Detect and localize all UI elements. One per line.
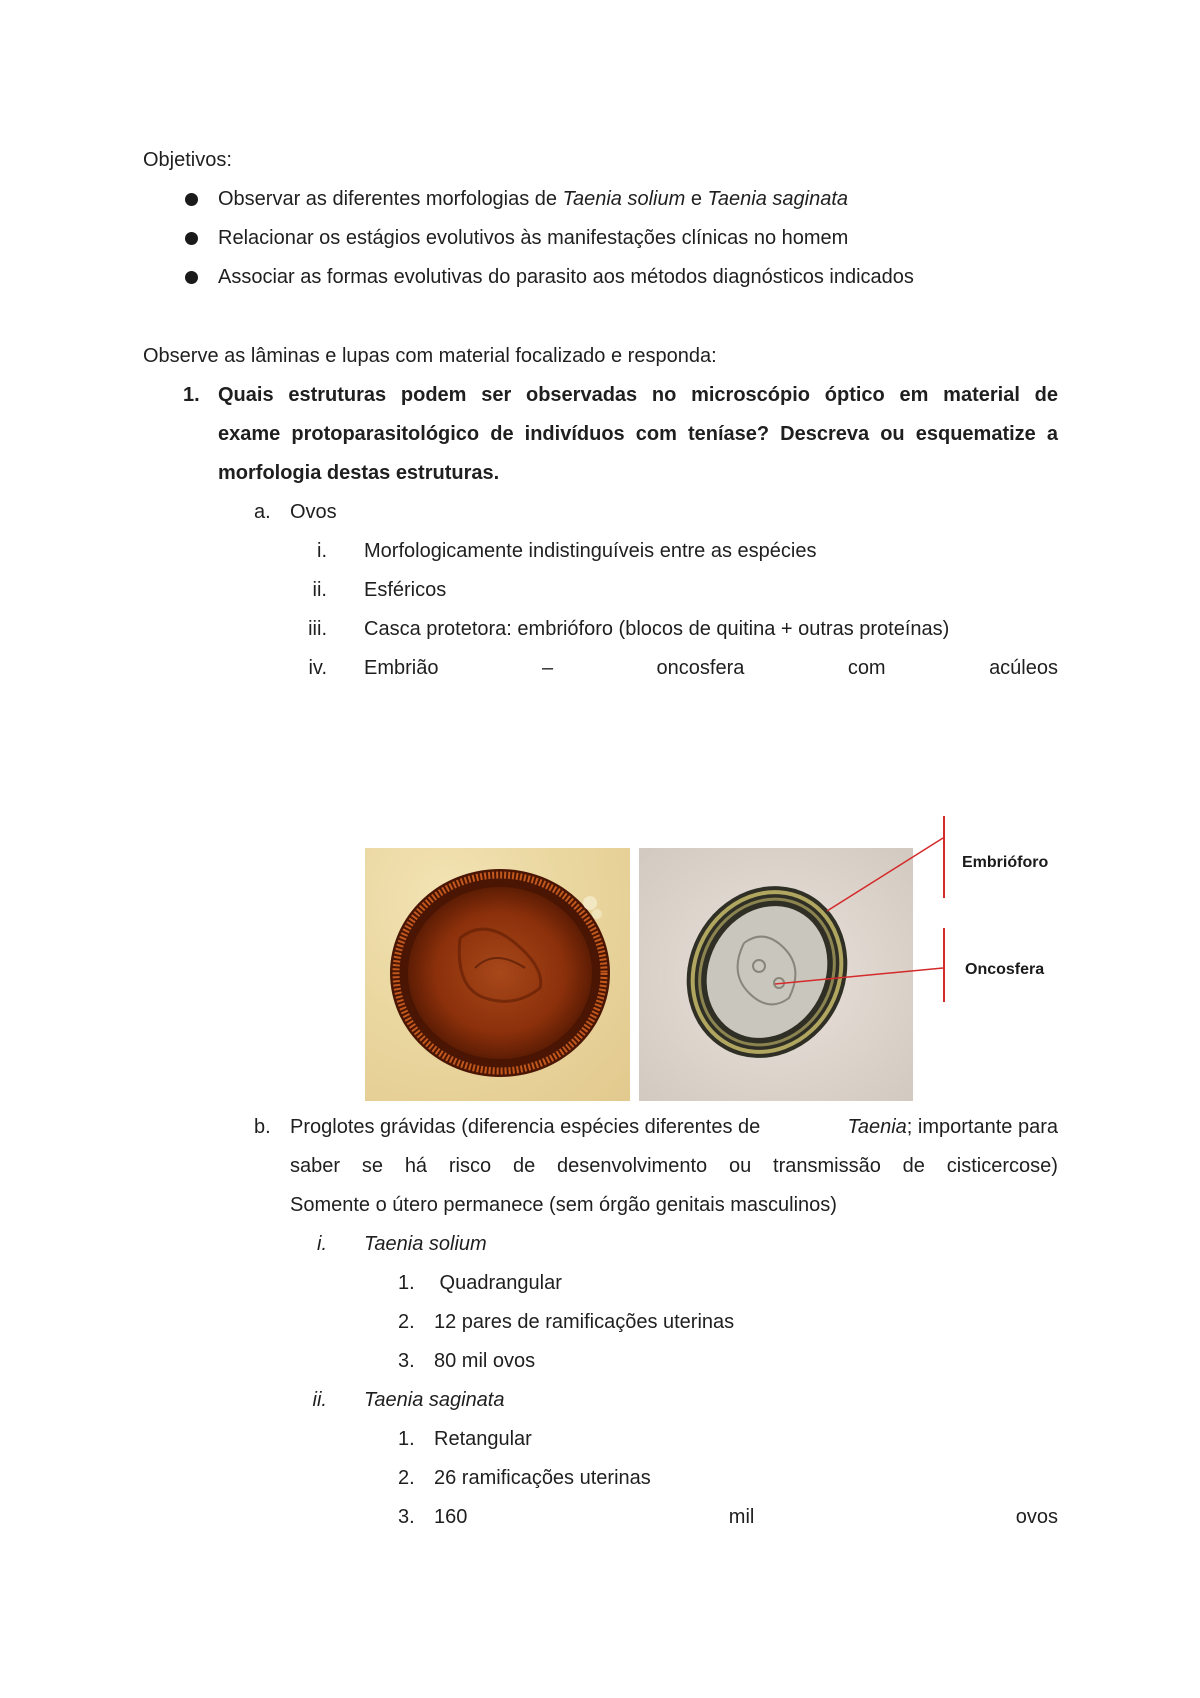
word: transmissão — [773, 1155, 881, 1177]
question-number: 1. — [183, 384, 200, 406]
word: cisticercose) — [946, 1155, 1058, 1177]
word: de — [490, 423, 514, 445]
number-marker: 3. — [398, 1350, 415, 1372]
objective-item-3: Associar as formas evolutivas do parasito aos métodos diagnósticos indicados — [218, 266, 914, 288]
word: podem — [400, 384, 467, 406]
solium-item-2: 12 pares de ramificações uterinas — [434, 1311, 735, 1333]
question-line-1 — [218, 382, 1058, 408]
objective-item-2: Relacionar os estágios evolutivos às manifestações clínicas no homem — [218, 227, 849, 249]
part-a-title: Ovos — [290, 501, 337, 523]
question-line-2 — [218, 421, 1058, 447]
word: a — [1046, 423, 1058, 445]
label-bracket — [943, 816, 945, 898]
word: estruturas — [288, 384, 387, 406]
word: de — [1034, 384, 1058, 406]
part-b-line-2 — [290, 1153, 1058, 1179]
species-taenia-saginata: Taenia saginata — [364, 1389, 505, 1411]
word: microscópio — [691, 384, 811, 406]
number-marker: 1. — [398, 1428, 415, 1450]
word: observadas — [525, 384, 638, 406]
word: Descreva — [780, 423, 870, 445]
label-embrioforo: Embrióforo — [962, 854, 1049, 871]
bullet-icon — [185, 232, 198, 245]
word: teníase? — [687, 423, 770, 445]
number-marker: 2. — [398, 1467, 415, 1489]
label-bracket — [943, 928, 945, 1002]
part-b-line-3: Somente o útero permanece (sem órgão genitais masculinos) — [290, 1194, 837, 1216]
instruction-text: Observe as lâminas e lupas com material focalizado e responda: — [143, 345, 717, 367]
word: de — [902, 1155, 925, 1177]
word: desenvolvimento — [557, 1155, 708, 1177]
part-a-marker: a. — [254, 501, 271, 523]
species-marker: ii. — [312, 1389, 327, 1411]
word: ser — [481, 384, 512, 406]
word: exame — [218, 423, 281, 445]
part-b-line-1: Proglotes grávidas (diferencia espécies diferentes de Taenia; importante para — [290, 1116, 1058, 1138]
number-marker: 1. — [398, 1272, 415, 1294]
objectives-heading: Objetivos: — [143, 149, 232, 171]
word: risco — [448, 1155, 492, 1177]
word: material — [943, 384, 1020, 406]
saginata-item-3: 160 mil ovos — [434, 1506, 1058, 1528]
bullet-icon — [185, 193, 198, 206]
word: saber — [290, 1155, 341, 1177]
word: indivíduos — [524, 423, 625, 445]
word: com — [635, 423, 677, 445]
egg-figure — [365, 816, 1065, 1101]
roman-marker: i. — [317, 540, 327, 562]
word: no — [651, 384, 677, 406]
roman-marker: iv. — [308, 657, 327, 679]
word: ou — [728, 1155, 752, 1177]
solium-item-3: 80 mil ovos — [434, 1350, 536, 1372]
word: protoparasitológico — [291, 423, 480, 445]
word: Quais — [218, 384, 274, 406]
word: há — [404, 1155, 428, 1177]
number-marker: 3. — [398, 1506, 415, 1528]
bullet-icon — [185, 271, 198, 284]
number-marker: 2. — [398, 1311, 415, 1333]
roman-marker: iii. — [308, 618, 327, 640]
ovos-item-4: Embrião – oncosfera com acúleos — [364, 657, 1058, 679]
solium-item-1: Quadrangular — [434, 1272, 562, 1294]
word: de — [512, 1155, 536, 1177]
saginata-item-1: Retangular — [434, 1428, 532, 1450]
label-oncosfera: Oncosfera — [965, 961, 1045, 978]
pointer-lines — [365, 816, 1065, 1101]
ovos-item-1: Morfologicamente indistinguíveis entre as espécies — [364, 540, 817, 562]
word: esquematize — [915, 423, 1036, 445]
word: óptico — [824, 384, 885, 406]
word: em — [899, 384, 929, 406]
saginata-item-2: 26 ramificações uterinas — [434, 1467, 651, 1489]
question-line-3: morfologia destas estruturas. — [218, 462, 500, 484]
roman-marker: ii. — [312, 579, 327, 601]
ovos-item-3: Casca protetora: embrióforo (blocos de quitina + outras proteínas) — [364, 618, 950, 640]
ovos-item-2: Esféricos — [364, 579, 447, 601]
species-taenia-solium: Taenia solium — [364, 1233, 487, 1255]
part-b-marker: b. — [254, 1116, 271, 1138]
objective-item-1: Observar as diferentes morfologias de Taenia solium e Taenia saginata — [218, 188, 849, 210]
word: ou — [880, 423, 905, 445]
word: se — [361, 1155, 383, 1177]
species-marker: i. — [317, 1233, 327, 1255]
